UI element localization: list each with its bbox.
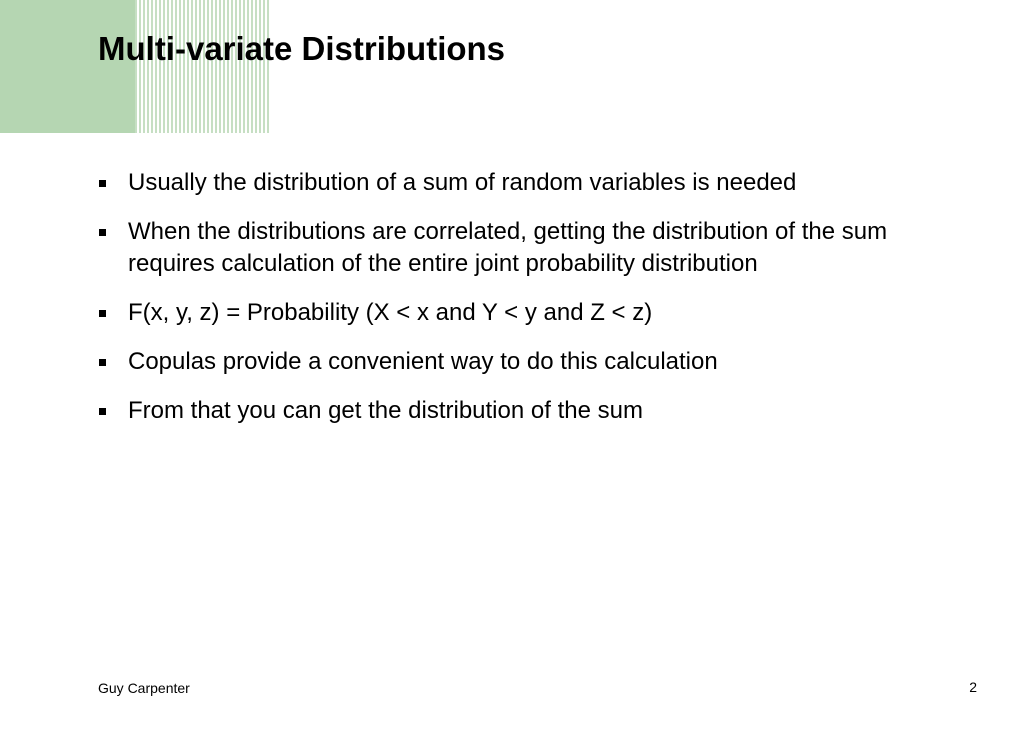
bullet-item	[98, 297, 948, 329]
bullet-item	[98, 216, 948, 280]
bullet-text: Usually the distribution of a sum of random variables is needed	[128, 169, 797, 196]
bullet-text: When the distributions are correlated, getting the distribution of the sum requires calculation of the entire joint probability distribution	[128, 218, 888, 277]
footer-author: Guy Carpenter	[98, 680, 190, 696]
slide-title: Multi-variate Distributions	[98, 30, 506, 67]
square-bullet-icon	[99, 229, 106, 236]
bullet-item	[98, 395, 948, 427]
square-bullet-icon	[99, 408, 106, 415]
page-number: 2	[969, 679, 977, 695]
bullet-list	[98, 167, 948, 444]
bullet-item	[98, 167, 948, 199]
bullet-text: Copulas provide a convenient way to do this calculation	[128, 348, 718, 375]
square-bullet-icon	[99, 310, 106, 317]
square-bullet-icon	[99, 359, 106, 366]
square-bullet-icon	[99, 180, 106, 187]
bullet-item	[98, 346, 948, 378]
bullet-text: From that you can get the distribution of the sum	[128, 397, 643, 424]
bullet-text: F(x, y, z) = Probability (X < x and Y < y and Z < z)	[128, 299, 653, 326]
